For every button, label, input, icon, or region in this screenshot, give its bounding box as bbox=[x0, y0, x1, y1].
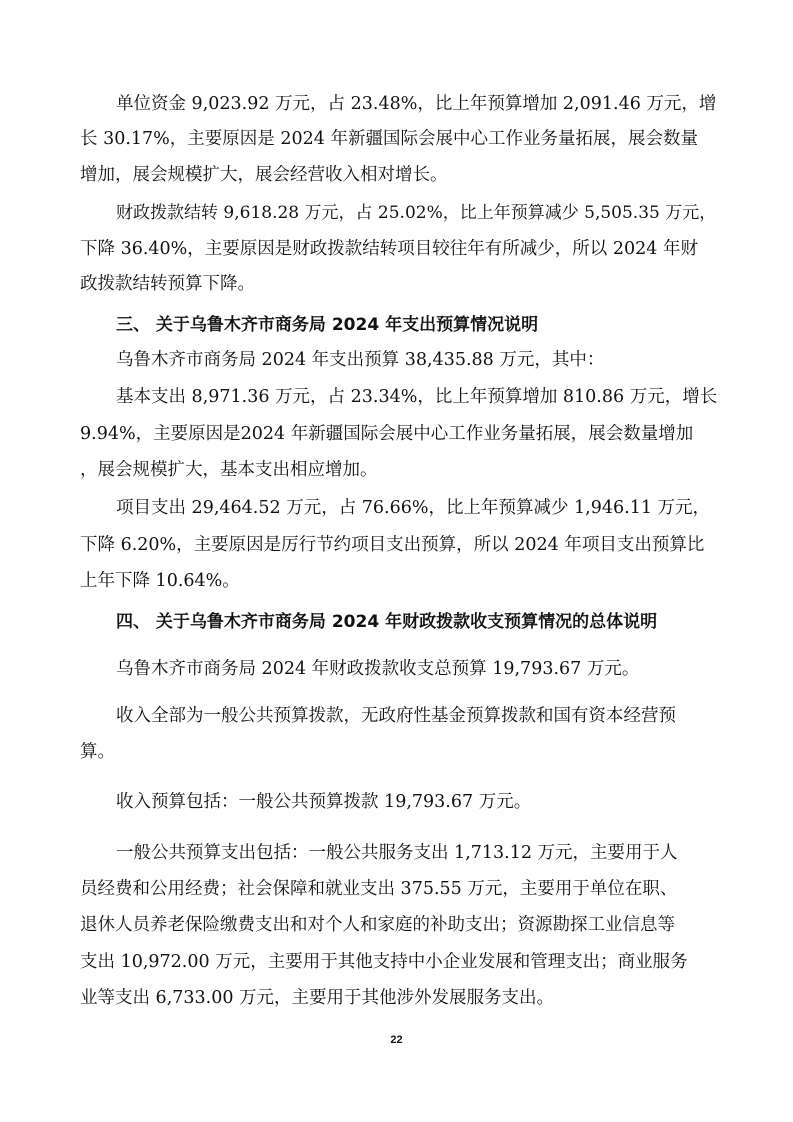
section-heading-4: 四、 关于乌鲁木齐市商务局 2024 年财政拨款收支预算情况的总体说明 bbox=[116, 612, 658, 632]
page-number: 22 bbox=[390, 1034, 403, 1046]
paragraph-revenue-source-line-1: 收入全部为一般公共预算拨款，无政府性基金预算拨款和国有资本经营预 bbox=[116, 706, 676, 726]
paragraph-unit-funds-line-3: 增加，展会规模扩大，展会经营收入相对增长。 bbox=[80, 165, 448, 185]
paragraph-expenditure-total: 乌鲁木齐市商务局 2024 年支出预算 38,435.88 万元，其中： bbox=[116, 350, 605, 370]
paragraph-general-expenditure-line-5: 业等支出 6,733.00 万元，主要用于其他涉外发展服务支出。 bbox=[80, 988, 555, 1008]
paragraph-carryover-line-3: 政拨款结转预算下降。 bbox=[80, 274, 255, 294]
paragraph-general-expenditure-line-4: 支出 10,972.00 万元，主要用于其他支持中小企业发展和管理支出；商业服务 bbox=[80, 952, 688, 972]
paragraph-general-expenditure-line-3: 退休人员养老保险缴费支出和对个人和家庭的补助支出；资源勘探工业信息等 bbox=[80, 915, 675, 935]
section-heading-3: 三、 关于乌鲁木齐市商务局 2024 年支出预算情况说明 bbox=[116, 315, 539, 335]
paragraph-unit-funds-line-2: 长 30.17%，主要原因是 2024 年新疆国际会展中心工作业务量拓展，展会数量 bbox=[80, 129, 698, 149]
paragraph-revenue-source-line-2: 算。 bbox=[80, 742, 115, 762]
paragraph-basic-expenditure-line-3: ，展会规模扩大，基本支出相应增加。 bbox=[80, 460, 378, 480]
paragraph-project-expenditure-line-3: 上年下降 10.64%。 bbox=[80, 571, 240, 591]
paragraph-general-expenditure-line-1: 一般公共预算支出包括：一般公共服务支出 1,713.12 万元，主要用于人 bbox=[116, 843, 678, 863]
paragraph-revenue-budget: 收入预算包括：一般公共预算拨款 19,793.67 万元。 bbox=[116, 792, 532, 812]
paragraph-carryover-line-1: 财政拨款结转 9,618.28 万元，占 25.02%，比上年预算减少 5,505.35 万元， bbox=[116, 203, 717, 223]
paragraph-general-expenditure-line-2: 员经费和公用经费；社会保障和就业支出 375.55 万元，主要用于单位在职、 bbox=[80, 879, 678, 899]
paragraph-fiscal-total: 乌鲁木齐市商务局 2024 年财政拨款收支总预算 19,793.67 万元。 bbox=[116, 659, 640, 679]
paragraph-basic-expenditure-line-2: 9.94%，主要原因是2024 年新疆国际会展中心工作业务量拓展，展会数量增加 bbox=[80, 424, 694, 444]
paragraph-unit-funds-line-1: 单位资金 9,023.92 万元，占 23.48%，比上年预算增加 2,091.46 万元，增 bbox=[116, 94, 717, 114]
paragraph-basic-expenditure-line-1: 基本支出 8,971.36 万元，占 23.34%，比上年预算增加 810.86 万元，增长 bbox=[116, 387, 718, 407]
paragraph-project-expenditure-line-2: 下降 6.20%，主要原因是厉行节约项目支出预算，所以 2024 年项目支出预算比 bbox=[80, 535, 705, 555]
paragraph-carryover-line-2: 下降 36.40%，主要原因是财政拨款结转项目较往年有所减少，所以 2024 年财 bbox=[80, 239, 698, 259]
paragraph-project-expenditure-line-1: 项目支出 29,464.52 万元，占 76.66%，比上年预算减少 1,946.11 万元， bbox=[116, 498, 711, 518]
